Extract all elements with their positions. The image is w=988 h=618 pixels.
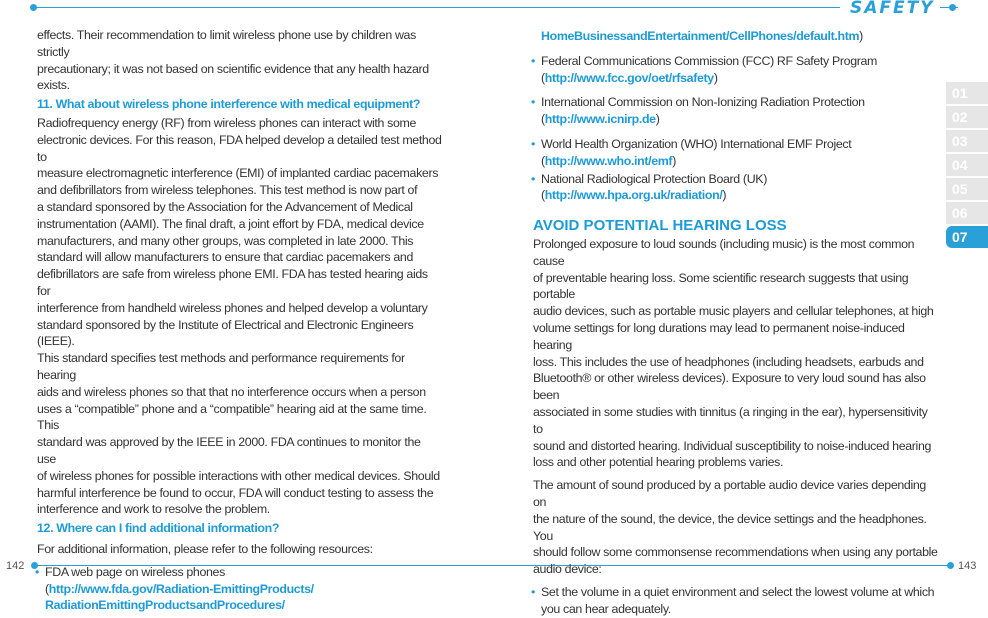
body-line: volume settings for long durations may lead to permanent noise-induced hearing bbox=[533, 320, 905, 352]
nrpb-link[interactable]: http://www.hpa.org.uk/radiation/ bbox=[544, 188, 723, 203]
body-line: The amount of sound produced by a portable audio device varies depending on bbox=[533, 478, 926, 509]
body-line: exists. bbox=[37, 78, 70, 93]
resource-label: International Commission on Non-Ionizing Radiation Protection bbox=[541, 95, 865, 110]
left-column bbox=[37, 27, 442, 614]
body-line: interference and work to resolve the problem. bbox=[37, 502, 270, 517]
body-line: audio devices, such as portable music players and cellular telephones, at high bbox=[533, 304, 934, 319]
body-line: manufacturers, and many other groups, was completed in late 2000. This bbox=[37, 233, 414, 248]
body-line: interference from handheld wireless phones and helped develop a voluntary bbox=[37, 300, 428, 315]
resource-fda-cont bbox=[533, 28, 938, 45]
body-line: For additional information, please refer to the following resources: bbox=[37, 541, 373, 556]
resource-fcc bbox=[533, 53, 938, 87]
chapter-tab-05[interactable]: 05 bbox=[946, 178, 988, 200]
chapter-tab-02[interactable]: 02 bbox=[946, 106, 988, 128]
page-number-left: 142 bbox=[6, 560, 25, 572]
body-line: audio device: bbox=[533, 562, 602, 577]
resource-url-line: (http://www.fcc.gov/oet/rfsafety) bbox=[541, 70, 718, 85]
body-line: precautionary; it was not based on scientific evidence that any health hazard bbox=[37, 61, 429, 76]
body-line: effects. Their recommendation to limit wireless phone use by children was strictly bbox=[37, 28, 416, 59]
resource-icnirp bbox=[533, 94, 938, 128]
page-number-right: 143 bbox=[958, 560, 977, 572]
body-line: Prolonged exposure to loud sounds (including music) is the most common cause bbox=[533, 236, 915, 268]
footer-rule-dot-right bbox=[947, 562, 954, 569]
right-column bbox=[533, 27, 938, 618]
chapter-tabs bbox=[946, 82, 988, 250]
body-line: a standard sponsored by the Association for the Advancement of Medical bbox=[37, 199, 413, 214]
resource-label: Federal Communications Commission (FCC) RF Safety Program bbox=[541, 53, 878, 68]
chapter-tab-01[interactable]: 01 bbox=[946, 82, 988, 104]
bullet-icon: • bbox=[531, 136, 535, 151]
body-line: of preventable hearing loss. Some scientific research suggests that using portable bbox=[533, 270, 909, 302]
header-rule-right bbox=[940, 7, 958, 8]
body-line: standard was approved by the IEEE in 2000. FDA continues to monitor the use bbox=[37, 435, 421, 466]
header-rule bbox=[32, 7, 840, 8]
fda-link-cont[interactable]: RadiationEmittingProductsandProcedures/ bbox=[45, 598, 285, 613]
resource-url-line: (http://www.fda.gov/Radiation-EmittingProducts/ bbox=[45, 581, 314, 596]
body-line: of wireless phones for possible interactions with other medical devices. Should bbox=[37, 468, 440, 483]
resource-label: World Health Organization (WHO) International EMF Project bbox=[541, 136, 852, 151]
body-line: instrumentation (AAMI). The final draft, a joint effort by FDA, medical device bbox=[37, 216, 424, 231]
body-line: sound and distorted hearing. Individual susceptibility to noise-induced hearing bbox=[533, 438, 932, 453]
body-line: aids and wireless phones so that that no interference occurs when a person bbox=[37, 384, 426, 399]
fda-link[interactable]: http://www.fda.gov/Radiation-EmittingProducts/ bbox=[48, 581, 314, 596]
question-11-heading: 11. What about wireless phone interference with medical equipment? bbox=[37, 97, 421, 112]
bullet-icon: • bbox=[531, 584, 535, 599]
body-line: Set the volume in a quiet environment and select the lowest volume at which bbox=[541, 584, 935, 599]
icnirp-link[interactable]: http://www.icnirp.de bbox=[544, 112, 656, 127]
body-line: you can hear adequately. bbox=[541, 601, 671, 616]
body-line: and defibrillators from wireless telephones. This test method is now part of bbox=[37, 183, 418, 198]
question-12-heading: 12. Where can I find additional information? bbox=[37, 521, 280, 536]
resource-nrpb bbox=[533, 171, 938, 205]
resource-fda bbox=[37, 564, 442, 614]
resource-who bbox=[533, 136, 938, 170]
fda-link-end[interactable]: HomeBusinessandEntertainment/CellPhones/default.htm bbox=[541, 29, 860, 43]
bullet-icon: • bbox=[531, 171, 535, 186]
body-line: standard will allow manufacturers to ensure that cardiac pacemakers and bbox=[37, 250, 413, 265]
body-line: measure electromagnetic interference (EMI) of implanted cardiac pacemakers bbox=[37, 166, 439, 181]
section-title-safety: SAFETY bbox=[850, 0, 935, 18]
volume-tip bbox=[533, 584, 938, 618]
who-link[interactable]: http://www.who.int/emf bbox=[544, 153, 673, 168]
bullet-icon: • bbox=[531, 95, 535, 110]
resource-url-line: HomeBusinessandEntertainment/CellPhones/default.htm) bbox=[541, 29, 863, 43]
chapter-tab-06[interactable]: 06 bbox=[946, 202, 988, 224]
body-line: uses a “compatible” phone and a “compatible” hearing aid at the same time. This bbox=[37, 401, 427, 433]
body-line: defibrillators are safe from wireless phone EMI. FDA has tested hearing aids for bbox=[37, 267, 428, 298]
fcc-link[interactable]: http://www.fcc.gov/oet/rfsafety bbox=[544, 70, 714, 85]
body-line: loss and other potential hearing problems varies. bbox=[533, 455, 784, 470]
resource-label: National Radiological Protection Board (UK) bbox=[541, 171, 767, 186]
body-line: the nature of the sound, the device, the device settings and the headphones. You bbox=[533, 511, 927, 543]
resource-url-line: (http://www.hpa.org.uk/radiation/) bbox=[541, 188, 727, 203]
bullet-icon: • bbox=[35, 564, 39, 579]
bullet-icon: • bbox=[531, 53, 535, 68]
chapter-tab-04[interactable]: 04 bbox=[946, 154, 988, 176]
chapter-tab-07[interactable]: 07 bbox=[946, 226, 988, 248]
resource-url-line: (http://www.icnirp.de) bbox=[541, 112, 660, 127]
body-line: electronic devices. For this reason, FDA helped develop a detailed test method to bbox=[37, 132, 442, 164]
body-line: standard sponsored by the Institute of Electrical and Electronic Engineers (IEEE). bbox=[37, 317, 414, 349]
resource-url-line: (http://www.who.int/emf) bbox=[541, 153, 676, 168]
hearing-loss-heading: AVOID POTENTIAL HEARING LOSS bbox=[533, 217, 787, 235]
body-line: associated in some studies with tinnitus (a ringing in the ear), hypersensitivity to bbox=[533, 404, 928, 436]
header-rule-dot-left bbox=[30, 4, 37, 11]
body-line: This standard specifies test methods and performance requirements for hearing bbox=[37, 351, 405, 382]
resource-label: FDA web page on wireless phones bbox=[45, 564, 225, 579]
chapter-tab-03[interactable]: 03 bbox=[946, 130, 988, 152]
body-line: Bluetooth® or other wireless devices). Exposure to very loud sound has also been bbox=[533, 371, 926, 403]
body-line: should follow some commonsense recommendations when using any portable bbox=[533, 545, 938, 560]
body-line: Radiofrequency energy (RF) from wireless phones can interact with some bbox=[37, 115, 417, 130]
body-line: harmful interference be found to occur, FDA will conduct testing to assess the bbox=[37, 485, 434, 500]
body-line: loss. This includes the use of headphones (including headsets, earbuds and bbox=[533, 354, 924, 369]
